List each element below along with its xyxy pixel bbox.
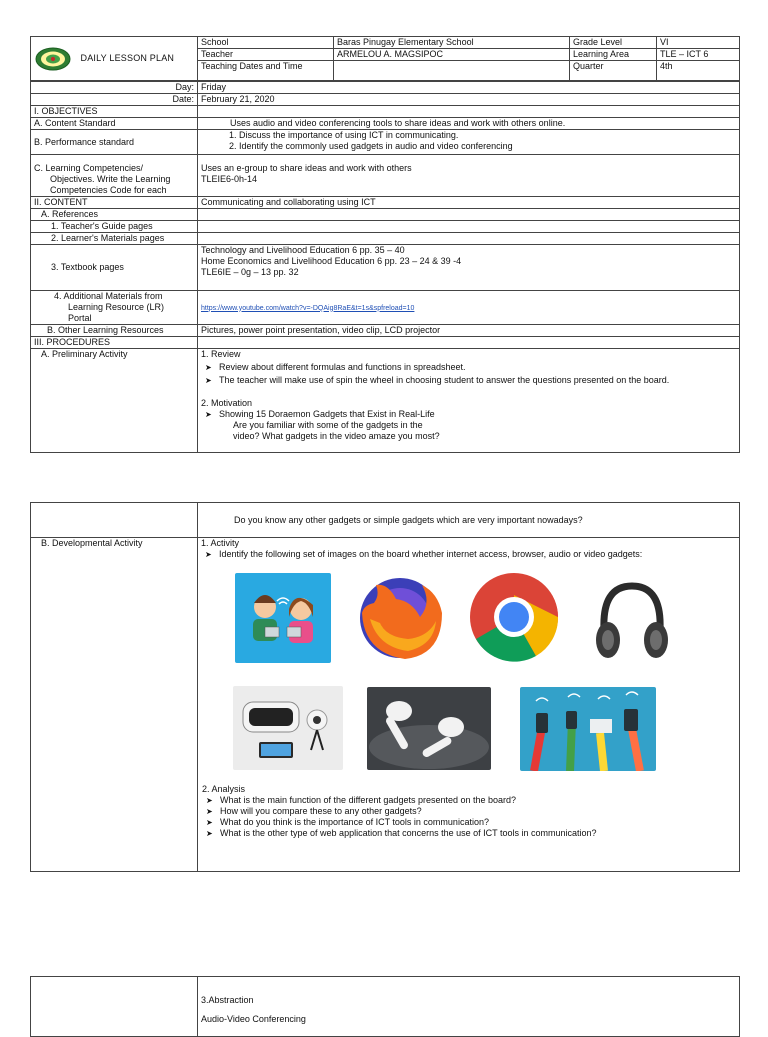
list-item: ➤ The teacher will make use of spin the wheel in choosing student to answer the questions presented on the board. [219,375,736,386]
performance-standard-list [198,130,740,155]
dates-value [334,61,570,81]
date-label: Date: [31,94,198,106]
vr-headset-image [233,686,343,770]
teacher-value: ARMELOU A. MAGSIPOC [334,49,570,61]
gadgets-question: Do you know any other gadgets or simple gadgets which are very important nowadays? [198,503,740,538]
content-standard-value: Uses audio and video conferencing tools to share ideas and work with others online. [198,118,740,130]
textbook-label: 3. Textbook pages [31,245,198,291]
teacher-label: Teacher [198,49,334,61]
page-title: DAILY LESSON PLAN [80,52,175,63]
teachers-guide-label: 1. Teacher's Guide pages [31,221,198,233]
firefox-logo-image [350,573,450,663]
headphones-image [588,578,676,664]
preliminary-activity-content: 1. Review ➤ Review about different formulas and functions in spreadsheet. ➤ The teacher will make use of spin the wheel in choosing student to answer the questions presented on the board. 2. Motivation ➤ Showing 15 Doraemon Gadgets that Exist in Real-Life Are you familiar with some of the gadgets in the video? What gadgets in the video amaze you most? [198,349,740,453]
references-label: A. References [31,209,198,221]
school-seal-logo [34,47,72,71]
lesson-plan-header-table [30,36,740,81]
kids-with-tablets-image [235,573,331,663]
day-label: Day: [31,82,198,94]
list-item: 2. Identify the commonly used gadgets in audio and video conferencing [239,141,736,152]
preliminary-activity-label: A. Preliminary Activity [31,349,198,453]
area-label: Learning Area [570,49,657,61]
competencies-value: Uses an e-group to share ideas and work with others TLEIE6-0h-14 [198,155,740,197]
list-item: ➤ Showing 15 Doraemon Gadgets that Exist in Real-Life [219,409,736,420]
list-item: ➤ How will you compare these to any other gadgets? [220,806,597,817]
additional-materials-label: 4. Additional Materials from Learning Resource (LR) Portal [31,291,198,325]
other-resources-label: B. Other Learning Resources [31,325,198,337]
performance-standard-label: B. Performance standard [31,130,198,155]
grade-label: Grade Level [570,37,657,49]
lesson-plan-body-table [30,81,740,453]
list-item: ➤ Review about different formulas and functions in spreadsheet. [219,362,736,373]
list-item: ➤ Identify the following set of images on the board whether internet access, browser, audio or video gadgets: [219,549,736,560]
day-value: Friday [198,82,740,94]
abstraction-content [198,977,740,1037]
content-value: Communicating and collaborating using ICT [198,197,740,209]
content-standard-label: A. Content Standard [31,118,198,130]
quarter-value: 4th [657,61,740,81]
list-item: 1. Discuss the importance of using ICT in communicating. [239,130,736,141]
procedures-heading: III. PROCEDURES [31,337,198,349]
date-value: February 21, 2020 [198,94,740,106]
learners-materials-label: 2. Learner's Materials pages [31,233,198,245]
objectives-heading: I. OBJECTIVES [31,106,198,118]
dates-label: Teaching Dates and Time [198,61,334,81]
developmental-activity-content: 1. Activity ➤ Identify the following set of images on the board whether internet access, browser, audio or video gadgets: 2. Analysis ➤ What is the main function of the different gadgets presented on the board? ➤ How will you compare these to any other gadgets? ➤ What do you think is the importance of ICT tools in communication? ➤ What is the other type of web application that concerns the use of ICT tools in communication? [198,538,740,872]
content-heading: II. CONTENT [31,197,198,209]
earbuds-image [367,687,491,770]
other-resources-value: Pictures, power point presentation, video clip, LCD projector [198,325,740,337]
school-value: Baras Pinugay Elementary School [334,37,570,49]
list-item: ➤ What is the main function of the different gadgets presented on the board? [220,795,597,806]
developmental-activity-label: B. Developmental Activity [31,538,198,872]
list-item: ➤ What do you think is the importance of ICT tools in communication? [220,817,597,828]
header-title-cell [31,37,198,81]
quarter-label: Quarter [570,61,657,81]
school-label: School [198,37,334,49]
abstraction-subheading: Audio-Video Conferencing [201,1014,306,1024]
chrome-logo-image [468,572,560,662]
competencies-label: C. Learning Competencies/ Objectives. Write the Learning Competencies Code for each [31,155,198,197]
area-value: TLE – ICT 6 [657,49,740,61]
connected-devices-image [520,687,656,771]
abstraction-heading: 3.Abstraction [201,995,254,1005]
textbook-value: Technology and Livelihood Education 6 pp. 35 – 40 Home Economics and Livelihood Education 6 pp. 23 – 24 & 39 -4 TLE6IE – 0g – 13 pp. 32 [198,245,740,291]
list-item: ➤ What is the other type of web application that concerns the use of ICT tools in communication? [220,828,597,839]
grade-value: VI [657,37,740,49]
youtube-link[interactable]: https://www.youtube.com/watch?v=-DQAig8RaE&t=1s&spfreload=10 [201,304,415,312]
abstraction-table [30,976,740,1037]
